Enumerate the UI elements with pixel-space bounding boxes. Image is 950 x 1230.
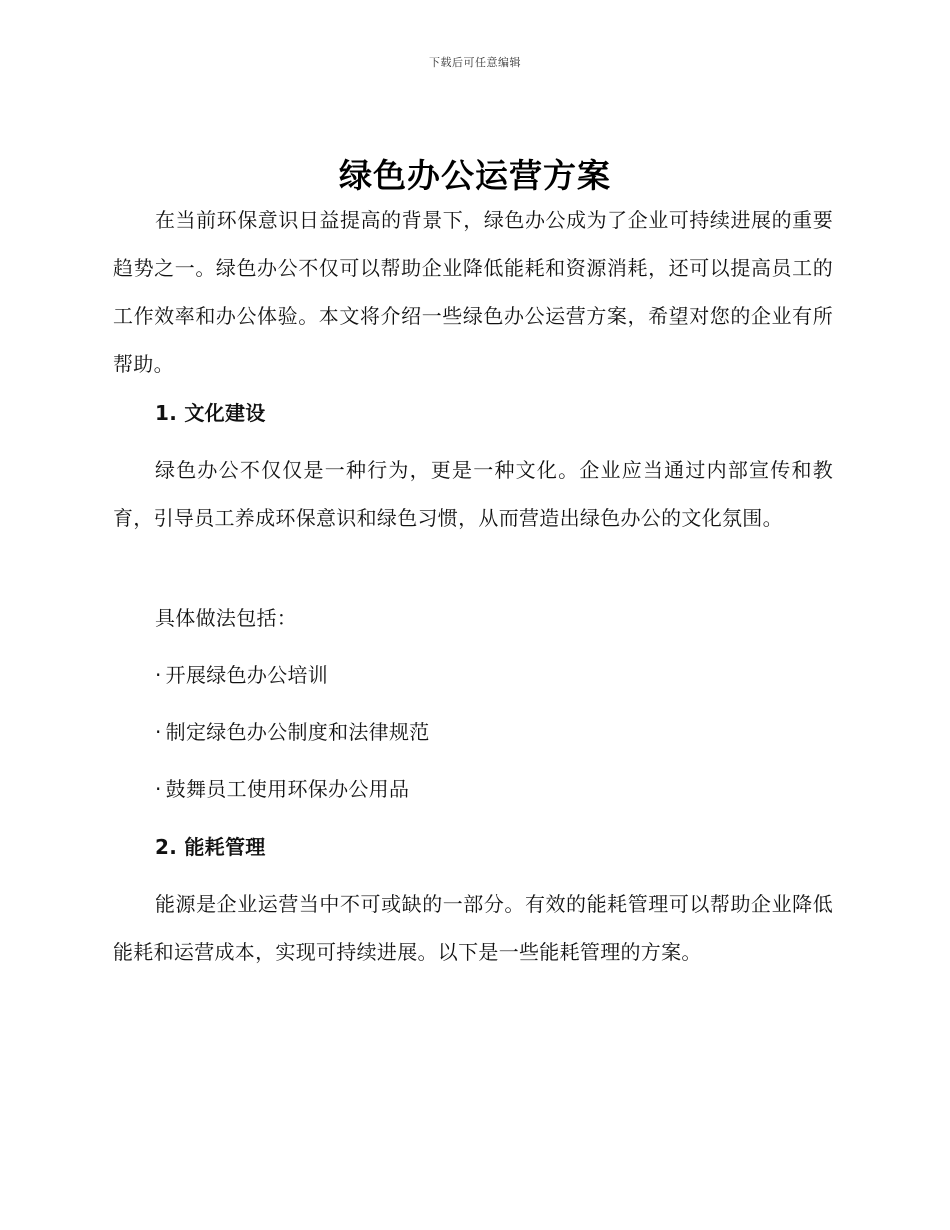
bullet-dot-icon: · — [155, 777, 162, 801]
section-2-heading: 2. 能耗管理 — [155, 835, 266, 859]
list-item — [155, 717, 430, 747]
list-item-text: 制定绿色办公制度和法律规范 — [165, 720, 430, 744]
document-title: 绿色办公运营方案 — [339, 156, 611, 195]
list-intro: 具体做法包括： — [155, 606, 298, 630]
list-item — [155, 660, 328, 690]
bullet-dot-icon: · — [155, 720, 162, 744]
intro-paragraph: 在当前环保意识日益提高的背景下，绿色办公成为了企业可持续进展的重要趋势之一。绿色办公不仅可以帮助企业降低能耗和资源消耗，还可以提高员工的工作效率和办公体验。本文将介绍一些绿色办公运营方案，希望对您的企业有所帮助。 — [113, 208, 833, 376]
list-item-text: 开展绿色办公培训 — [165, 663, 329, 687]
section-1-paragraph: 绿色办公不仅仅是一种行为，更是一种文化。企业应当通过内部宣传和教育，引导员工养成环保意识和绿色习惯，从而营造出绿色办公的文化氛围。 — [113, 458, 833, 530]
list-item — [155, 774, 409, 804]
header-note: 下载后可任意编辑 — [429, 56, 521, 69]
section-1-heading: 1. 文化建设 — [155, 401, 266, 425]
list-item-text: 鼓舞员工使用环保办公用品 — [165, 777, 410, 801]
bullet-dot-icon: · — [155, 663, 162, 687]
section-2-paragraph: 能源是企业运营当中不可或缺的一部分。有效的能耗管理可以帮助企业降低能耗和运营成本，实现可持续进展。以下是一些能耗管理的方案。 — [113, 892, 833, 964]
